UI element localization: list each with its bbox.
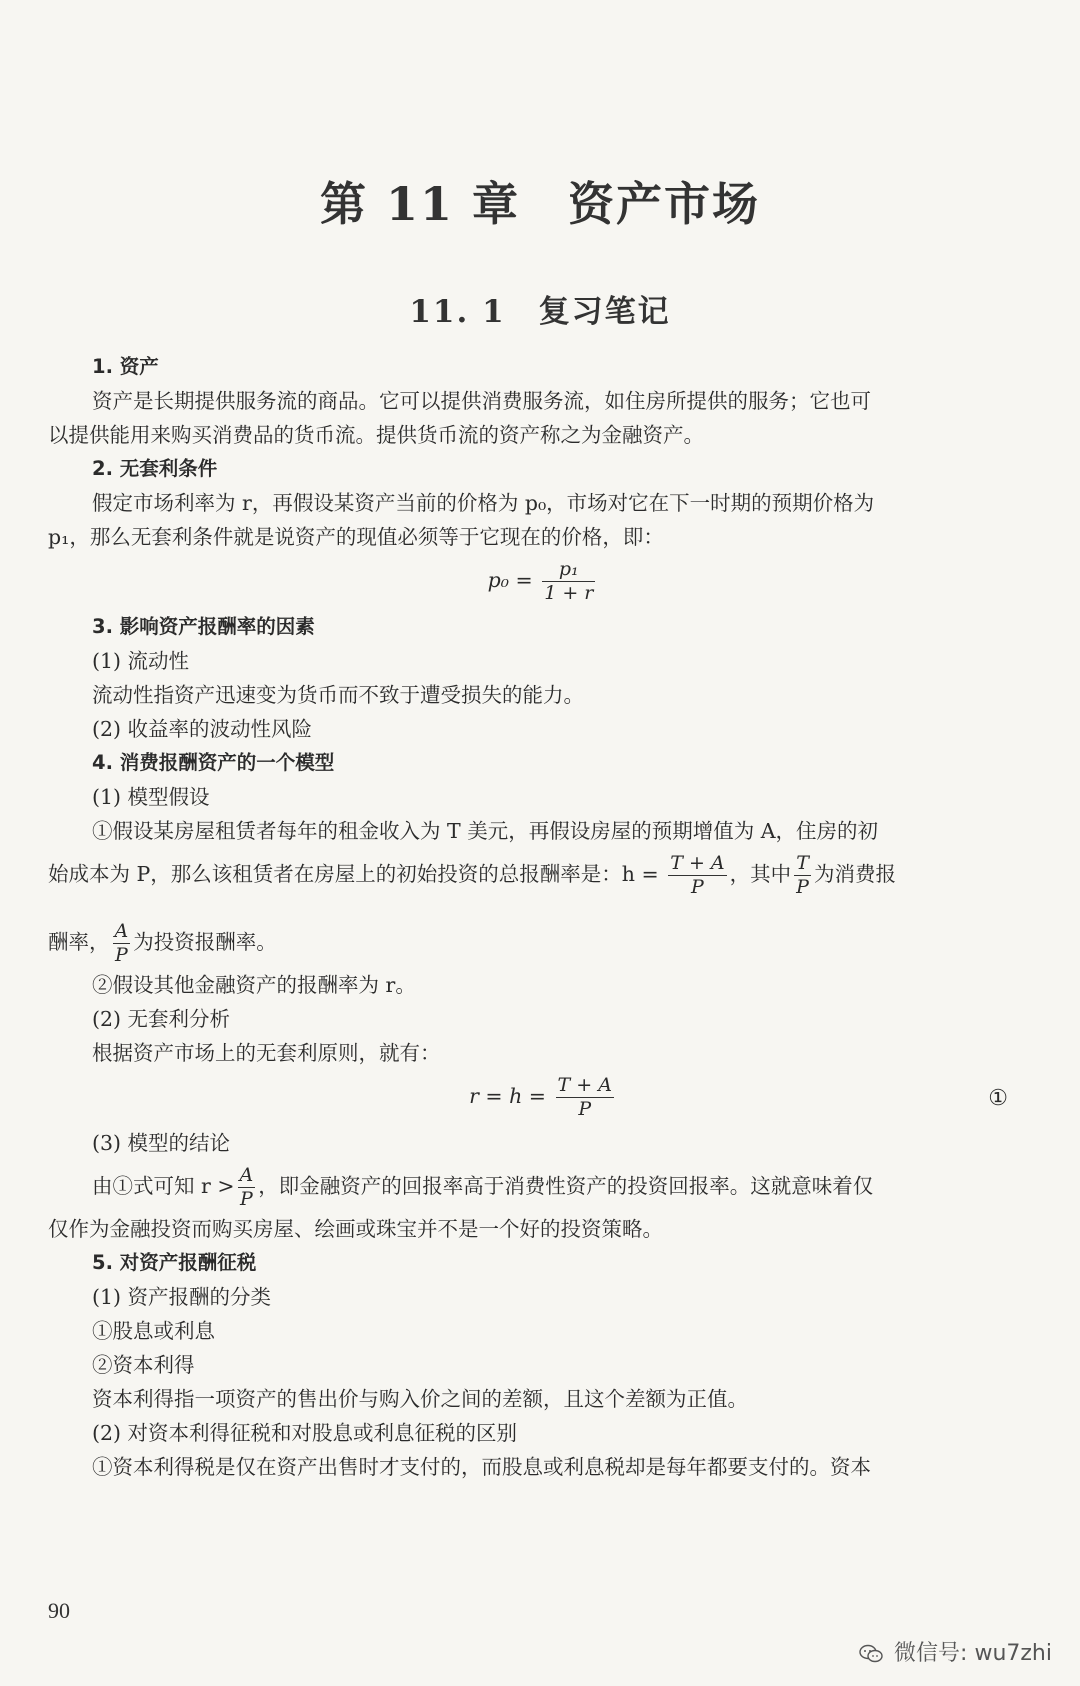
paragraph-line: ②假设其他金融资产的报酬率为 r。 [92, 973, 416, 997]
equation-lhs: r = h = [469, 1084, 546, 1108]
paragraph-line-with-fraction: 由①式可知 r > $\frac{A}{P}$ ，即金融资产的回报率高于消费性资产的投资回报率。这就意味着仅 [92, 1164, 874, 1210]
paragraph-line: 仅作为金融投资而购买房屋、绘画或珠宝并不是一个好的投资策略。 [48, 1217, 663, 1241]
fraction: $\frac{A}{P}$ [114, 920, 129, 966]
paragraph-line: ①资本利得税是仅在资产出售时才支付的，而股息或利息税却是每年都要支付的。资本 [92, 1455, 871, 1479]
paragraph-line: 流动性指资产迅速变为货币而不致于遭受损失的能力。 [92, 683, 584, 707]
paragraph-line: (1) 资产报酬的分类 [92, 1285, 272, 1309]
section-title: 11. 1 复习笔记 [409, 294, 671, 330]
paragraph-line: 根据资产市场上的无套利原则，就有： [92, 1041, 441, 1065]
page-number: 90 [48, 1598, 70, 1623]
paragraph-line: (1) 流动性 [92, 649, 190, 673]
wechat-icon [859, 1644, 883, 1664]
heading-no-arbitrage: 2. 无套利条件 [92, 457, 218, 480]
equation-no-arbitrage [48, 1070, 1038, 1126]
watermark-text: 微信号: wu7zhi [894, 1641, 1052, 1666]
fraction: $\frac{A}{P}$ [239, 1164, 254, 1210]
fraction: $\frac{T + A}{P}$ [557, 1074, 612, 1120]
heading-asset-tax: 5. 对资产报酬征税 [92, 1251, 257, 1274]
paragraph-line: (3) 模型的结论 [92, 1131, 231, 1155]
paragraph-line: 资产是长期提供服务流的商品。它可以提供消费服务流，如住房所提供的服务；它也可 [92, 389, 871, 413]
paragraph-line: p₁，那么无套利条件就是说资产的现值必须等于它现在的价格，即： [48, 525, 664, 549]
wechat-watermark [859, 1636, 1052, 1667]
paragraph-line-with-fractions: 始成本为 P，那么该租赁者在房屋上的初始投资的总报酬率是：h = $\frac{T + A}{P}$ ，其中 $\frac{T}{P}$ 为消费报 [48, 852, 896, 898]
paragraph-line: (2) 无套利分析 [92, 1007, 231, 1031]
paragraph-line: (1) 模型假设 [92, 785, 210, 809]
paragraph-line: 以提供能用来购买消费品的货币流。提供货币流的资产称之为金融资产。 [48, 423, 704, 447]
body-text [48, 350, 1038, 1484]
equation-lhs: p₀ = [487, 568, 533, 592]
heading-asset: 1. 资产 [92, 355, 159, 378]
paragraph-line: ②资本利得 [92, 1353, 195, 1377]
fraction: $\frac{T + A}{P}$ [670, 852, 725, 898]
paragraph-line: (2) 收益率的波动性风险 [92, 717, 313, 741]
fraction: $\frac{T}{P}$ [796, 852, 809, 898]
paragraph-line: 资本利得指一项资产的售出价与购入价之间的差额，且这个差额为正值。 [92, 1387, 748, 1411]
paragraph-line: (2) 对资本利得征税和对股息或利息征税的区别 [92, 1421, 518, 1445]
paragraph-line: ①假设某房屋租赁者每年的租金收入为 T 美元，再假设房屋的预期增值为 A，住房的初 [92, 819, 879, 843]
heading-return-factors: 3. 影响资产报酬率的因素 [92, 615, 315, 638]
chapter-title: 第 11 章 资产市场 [319, 177, 761, 231]
heading-consumption-model: 4. 消费报酬资产的一个模型 [92, 751, 335, 774]
paragraph-line-with-fraction: 酬率， $\frac{A}{P}$ 为投资报酬率。 [48, 920, 277, 966]
paragraph-line: 假定市场利率为 r，再假设某资产当前的价格为 p₀，市场对它在下一时期的预期价格为 [92, 491, 875, 515]
equation-present-value [48, 554, 1038, 610]
paragraph-line: ①股息或利息 [92, 1319, 215, 1343]
fraction: $\frac{\text{p₁}}{1 + r}$ [544, 558, 594, 604]
equation-number: ① [988, 1086, 1008, 1111]
